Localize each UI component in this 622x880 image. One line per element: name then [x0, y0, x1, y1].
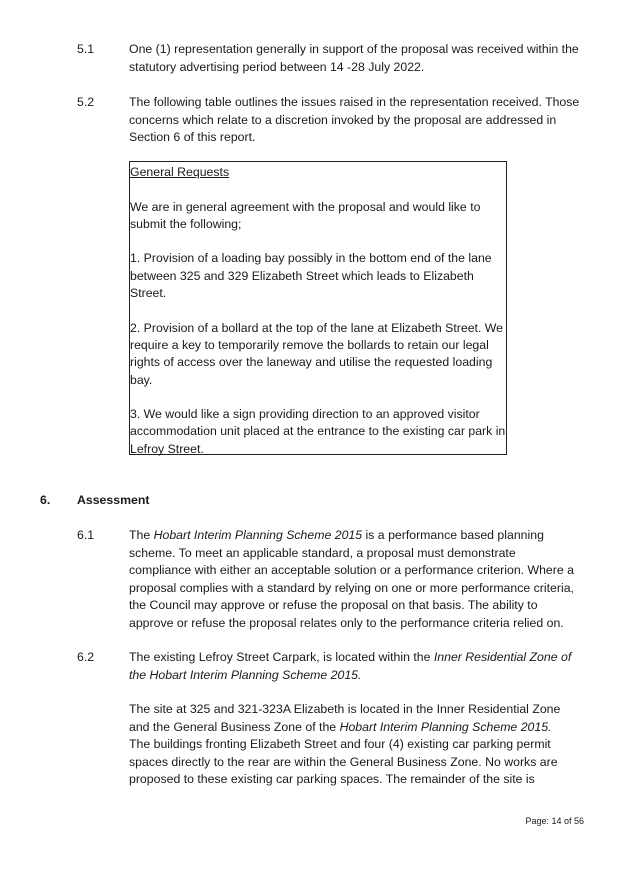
item-number-6-1: 6.1 — [77, 528, 95, 542]
request-block-1 — [130, 250, 506, 302]
item-number-6-2: 6.2 — [77, 650, 95, 664]
item-5-1-text — [129, 41, 579, 76]
representation-table — [129, 161, 507, 455]
text-line: submit the following; — [130, 216, 242, 231]
text-line: Section 6 of this report. — [129, 130, 256, 144]
text-line: accommodation unit placed at the entrance to the existing car park in — [130, 424, 506, 439]
text-line: The Hobart Interim Planning Scheme 2015 is a performance based planning — [129, 528, 544, 542]
page-number-footer: Page: 14 of 56 — [525, 816, 584, 826]
text-line: We are in general agreement with the proposal and would like to — [130, 199, 481, 214]
text-line: compliance with either an acceptable solution or a performance criterion. Where a — [129, 563, 574, 577]
text-line: The buildings fronting Elizabeth Street and four (4) existing car parking permit — [129, 737, 551, 751]
text-line: The following table outlines the issues raised in the representation received. Those — [129, 95, 580, 109]
section-title: Assessment — [77, 493, 150, 507]
text-line: 1. Provision of a loading bay possibly in the bottom end of the lane — [130, 251, 492, 266]
text-line: statutory advertising period between 14 -28 July 2022. — [129, 59, 425, 74]
text-line: approve or refuse the proposal relates only to the performance criteria relied on. — [129, 615, 564, 630]
text-line: Lefroy Street. — [130, 441, 204, 456]
text-line: One (1) representation generally in support of the proposal was received within the — [129, 42, 579, 56]
text-line: scheme. To meet an applicable standard, a proposal must demonstrate — [129, 545, 516, 560]
request-block-2 — [130, 320, 506, 389]
text-line: the Council may approve or refuse the proposal on that basis. The ability to — [129, 598, 538, 612]
item-number-5-2: 5.2 — [77, 95, 95, 109]
text-line: rights of access over the laneway and utilise the requested loading — [130, 355, 493, 370]
text-line: and the General Business Zone of the Hobart Interim Planning Scheme 2015. — [129, 719, 552, 734]
text-line: between 325 and 329 Elizabeth Street which leads to Elizabeth — [130, 268, 474, 283]
item-5-2-text — [129, 94, 580, 147]
request-block-3 — [130, 406, 506, 458]
text-line: spaces directly to the rear are within the General Business Zone. No works are — [129, 754, 558, 769]
text-line: bay. — [130, 372, 153, 387]
request-block-intro — [130, 199, 506, 234]
text-line: The existing Lefroy Street Carpark, is located within the Inner Residential Zone of — [129, 650, 572, 664]
section-number: 6. — [40, 493, 51, 507]
text-line: proposal complies with a standard by relying on one or more performance criteria, — [129, 580, 574, 595]
text-line: concerns which relate to a discretion invoked by the proposal are addressed in — [129, 112, 557, 127]
item-number-5-1: 5.1 — [77, 42, 95, 56]
item-6-2-paragraph-2 — [129, 701, 576, 789]
text-line: 2. Provision of a bollard at the top of the lane at Elizabeth Street. We — [130, 320, 504, 335]
table-heading: General Requests — [130, 165, 230, 179]
text-line: require a key to temporarily remove the bollards to retain our legal — [130, 337, 489, 352]
text-line: 3. We would like a sign providing direction to an approved visitor — [130, 407, 480, 422]
text-line: The site at 325 and 321-323A Elizabeth is located in the Inner Residential Zone — [129, 702, 561, 716]
text-line: proposed to these existing car parking spaces. The remainder of the site is — [129, 772, 535, 786]
text-line: the Hobart Interim Planning Scheme 2015. — [129, 667, 362, 682]
text-line: Street. — [130, 286, 167, 301]
item-6-1-text — [129, 527, 576, 632]
item-6-2-text — [129, 649, 576, 684]
